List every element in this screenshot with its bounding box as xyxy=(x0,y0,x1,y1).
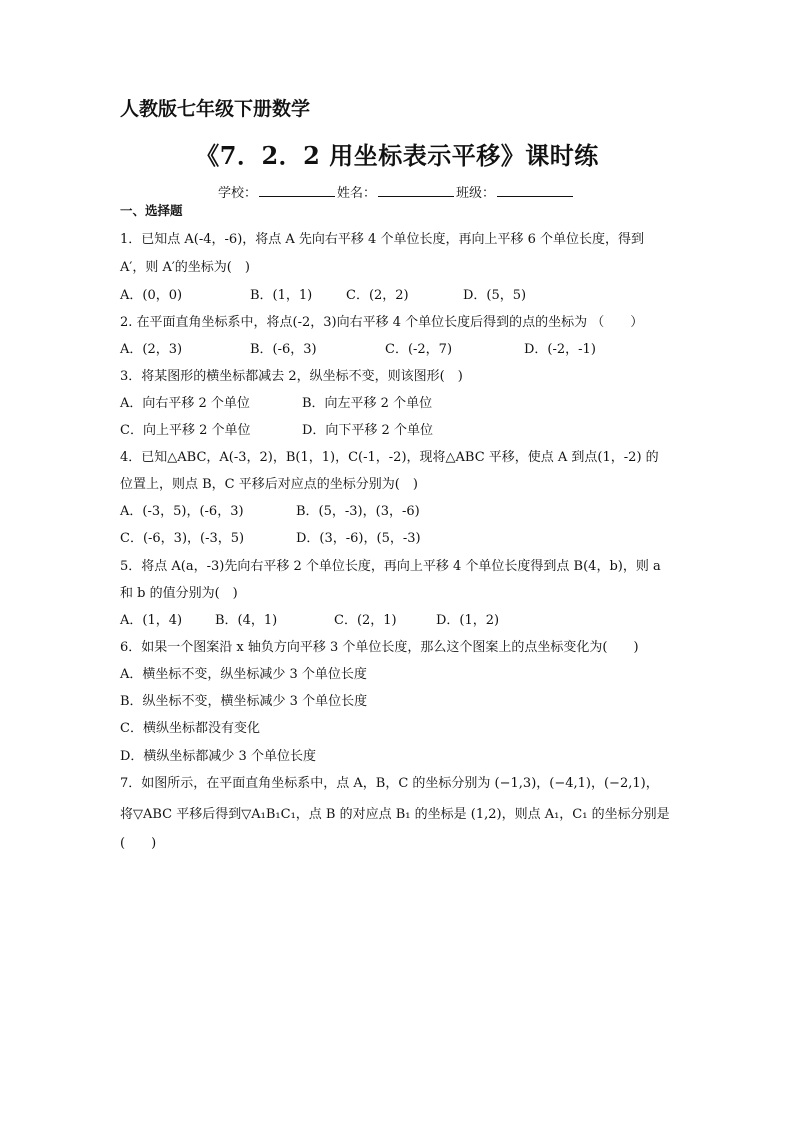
name-label: 姓名： xyxy=(337,186,377,201)
q5-option-c: C．(2，1) xyxy=(334,613,397,628)
q5-option-b: B．(4，1) xyxy=(215,613,278,628)
q4-option-d: D．(3，-6)，(5，-3) xyxy=(296,531,421,546)
q3-option-b: B．向左平移 2 个单位 xyxy=(302,396,433,411)
q5-option-a: A．(1，4) xyxy=(120,613,183,628)
q6-option-a: A．横坐标不变，纵坐标减少 3 个单位长度 xyxy=(120,667,367,682)
q3-option-d: D．向下平移 2 个单位 xyxy=(302,423,433,438)
question-1-line-2: A′，则 A′的坐标为( ) xyxy=(120,260,250,275)
q1-option-c: C．(2，2) xyxy=(346,288,409,303)
class-label: 班级： xyxy=(456,186,496,201)
question-5-line-1: 5．将点 A(a，-3)先向右平移 2 个单位长度，再向上平移 4 个单位长度得到点 B(4，b)，则 a xyxy=(120,559,661,574)
question-4-line-1: 4．已知△ABC，A(-3，2)，B(1，1)，C(-1，-2)，现将△ABC 平移，使点 A 到点(1，-2) 的 xyxy=(120,450,659,465)
q2-option-a: A．(2，3) xyxy=(120,342,183,357)
question-3-line-1: 3．将某图形的横坐标都减去 2，纵坐标不变，则该图形( ) xyxy=(120,369,463,384)
q2-option-d: D．(-2，-1) xyxy=(524,342,596,357)
student-info-line xyxy=(218,182,575,201)
q6-option-b: B．纵坐标不变，横坐标减少 3 个单位长度 xyxy=(120,694,368,709)
q4-option-c: C．(-6，3)，(-3，5) xyxy=(120,531,245,546)
page-title: 《7．2．2 用坐标表示平移》课时练 xyxy=(195,141,599,170)
question-5-line-2: 和 b 的值分别为( ) xyxy=(120,586,238,601)
question-7-line-3: ( ) xyxy=(120,836,157,851)
school-label: 学校： xyxy=(218,186,258,201)
q1-option-d: D．(5，5) xyxy=(463,288,527,303)
question-7-line-1: 7．如图所示，在平面直角坐标系中，点 A，B，C 的坐标分别为 (−1,3)，(−4,1)，(−2,1)， xyxy=(120,776,659,791)
question-1-line-1: 1．已知点 A(-4，-6)，将点 A 先向右平移 4 个单位长度，再向上平移 6 个单位长度，得到 xyxy=(120,232,644,247)
q3-option-c: C．向上平移 2 个单位 xyxy=(120,423,251,438)
q6-option-c: C．横纵坐标都没有变化 xyxy=(120,721,260,736)
q1-option-a: A．(0，0) xyxy=(120,288,183,303)
class-blank xyxy=(497,184,573,197)
question-2-line-1: 2. 在平面直角坐标系中，将点(-2，3)向右平移 4 个单位长度后得到的点的坐标为 （ ） xyxy=(120,315,644,330)
section-heading: 一、选择题 xyxy=(120,203,183,218)
q6-option-d: D．横纵坐标都减少 3 个单位长度 xyxy=(120,749,316,764)
subject-heading: 人教版七年级下册数学 xyxy=(120,98,311,120)
q1-option-b: B．(1，1) xyxy=(250,288,313,303)
q4-option-a: A．(-3，5)，(-6，3) xyxy=(120,504,244,519)
school-blank xyxy=(259,184,335,197)
q2-option-b: B．(-6，3) xyxy=(250,342,317,357)
q5-option-d: D．(1，2) xyxy=(436,613,500,628)
question-4-line-2: 位置上，则点 B，C 平移后对应点的坐标分别为( ) xyxy=(120,477,418,492)
question-6-line-1: 6．如果一个图案沿 x 轴负方向平移 3 个单位长度，那么这个图案上的点坐标变化为( ) xyxy=(120,640,639,655)
q4-option-b: B．(5，-3)，(3，-6) xyxy=(296,504,420,519)
q3-option-a: A．向右平移 2 个单位 xyxy=(120,396,250,411)
question-7-line-2: 将▽ABC 平移后得到▽A₁B₁C₁，点 B 的对应点 B₁ 的坐标是 (1,2)，则点 A₁，C₁ 的坐标分别是 xyxy=(120,807,670,822)
name-blank xyxy=(378,184,454,197)
q2-option-c: C．(-2，7) xyxy=(385,342,453,357)
